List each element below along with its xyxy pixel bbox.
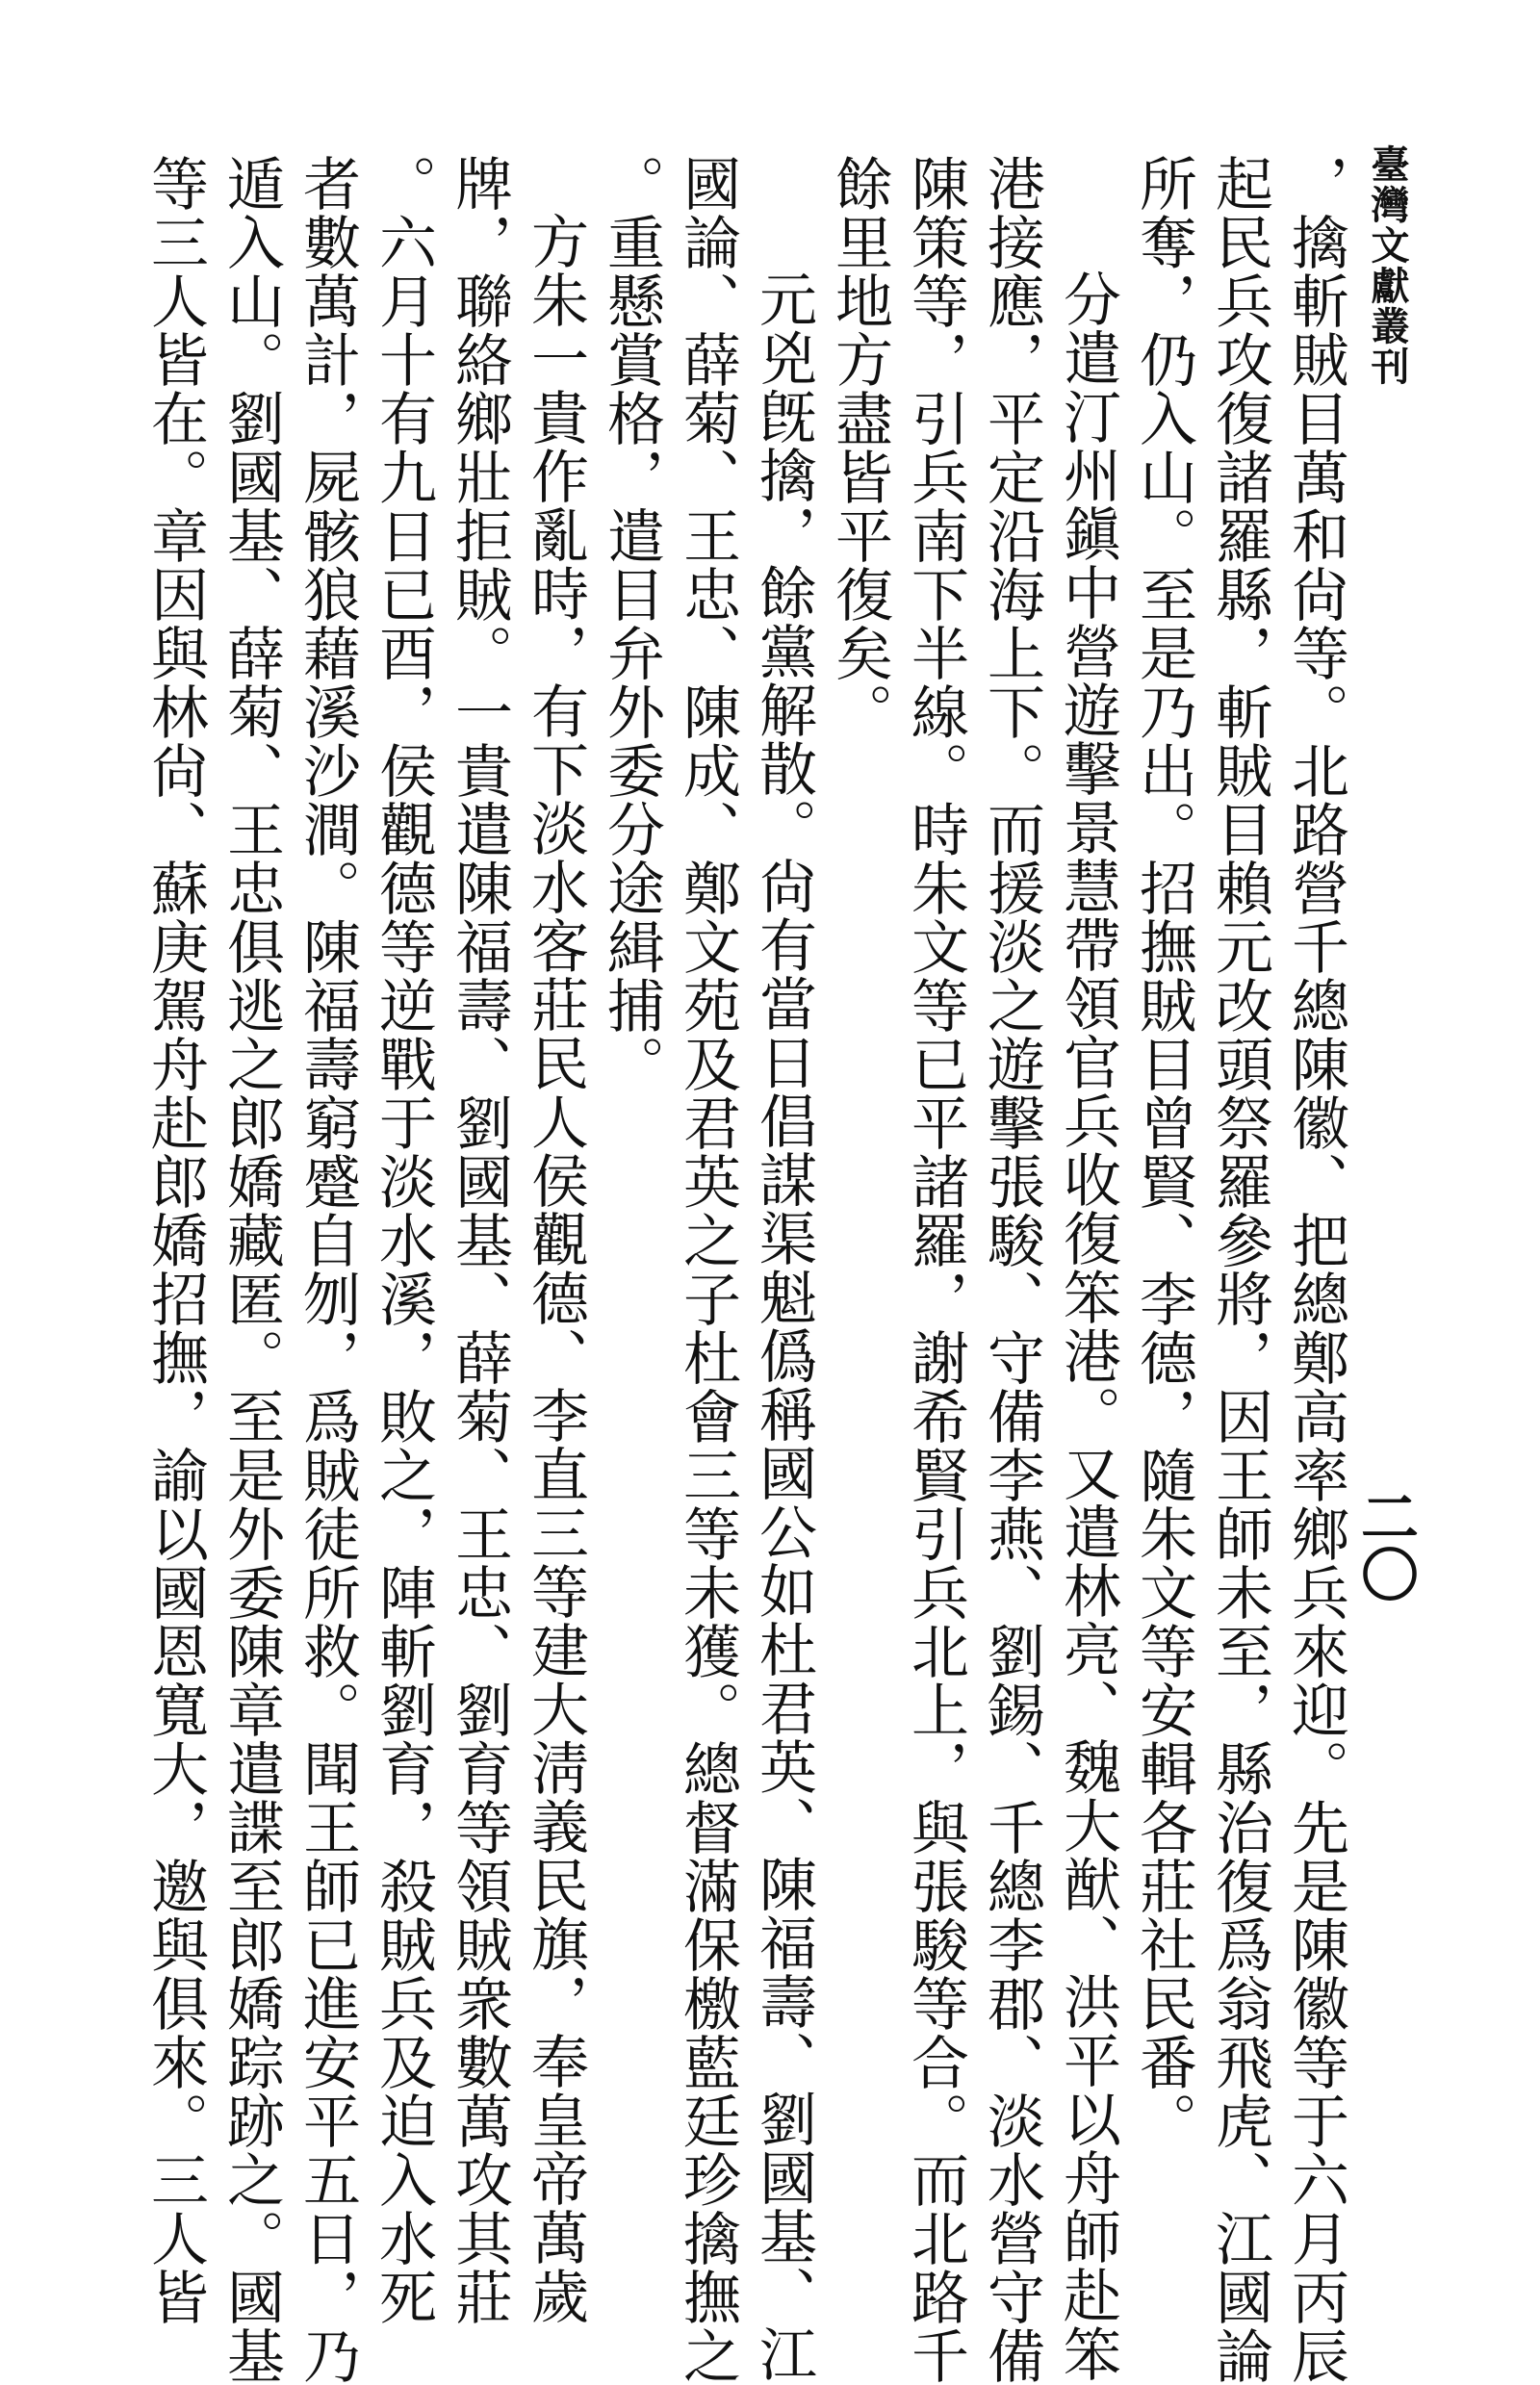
text-column: 遁入山。劉國基、薛菊、王忠俱逃之郎嬌藏匿。至是外委陳章遣諜至郎嬌踪跡之。國基 (218, 154, 285, 2385)
text-column: 。重懸賞格，遣目弁外委分途緝捕。 (598, 154, 665, 1093)
text-column: 港接應，平定沿海上下。而援淡之遊擊張駿、守備李燕、劉錫、千總李郡、淡水營守備 (978, 154, 1045, 2385)
text-column: 方朱一貴作亂時，有下淡水客莊民人侯觀德、李直三等建大淸義民旗，奉皇帝萬歲 (522, 212, 589, 2325)
text-column: 分遣汀州鎭中營遊擊景慧帶領官兵收復笨港。又遣林亮、魏大猷、洪平以舟師赴笨 (1054, 269, 1121, 2383)
text-column: 者數萬計，屍骸狼藉溪沙澗。陳福壽窮蹙自刎，爲賊徒所救。聞王師已進安平五日，乃 (294, 154, 361, 2385)
text-column: 起民兵攻復諸羅縣，斬賊目賴元改頭祭羅參將，因王師未至，縣治復爲翁飛虎、江國論 (1206, 154, 1273, 2385)
text-column: 元兇旣擒，餘黨解散。尙有當日倡謀渠魁僞稱國公如杜君英、陳福壽、劉國基、江 (750, 269, 817, 2383)
text-column: 等三人皆在。章因與林尙、蘇庚駕舟赴郎嬌招撫，諭以國恩寬大，邀與俱來。三人皆 (141, 154, 209, 2326)
text-column: 國論、薛菊、王忠、陳成、鄭文苑及君英之子杜會三等未獲。總督滿保檄藍廷珍擒撫之 (674, 154, 741, 2385)
text-column: 餘里地方盡皆平復矣。 (826, 154, 893, 741)
text-column: 陳策等，引兵南下半線。時朱文等已平諸羅，謝希賢引兵北上，與張駿等合。而北路千 (902, 154, 969, 2385)
text-column: 所奪，仍入山。至是乃出。招撫賊目曾賢、李德，隨朱文等安輯各莊社民番。 (1130, 154, 1197, 2150)
body-text (141, 154, 1349, 2385)
text-column: ，擒斬賊目萬和尙等。北路營千總陳徽、把總鄭高率鄉兵來迎。先是陳徽等于六月丙辰 (1282, 154, 1349, 2385)
running-header: 臺灣文獻叢刊 (1365, 144, 1410, 387)
text-column: 。六月十有九日已酉，侯觀德等逆戰于淡水溪，敗之，陣斬劉育，殺賊兵及迫入水死 (370, 154, 437, 2326)
text-column: 牌，聯絡鄉壯拒賊。一貴遣陳福壽、劉國基、薛菊、王忠、劉育等領賊衆數萬攻其莊 (446, 154, 513, 2326)
page-number: 二〇 (1351, 1487, 1419, 1603)
